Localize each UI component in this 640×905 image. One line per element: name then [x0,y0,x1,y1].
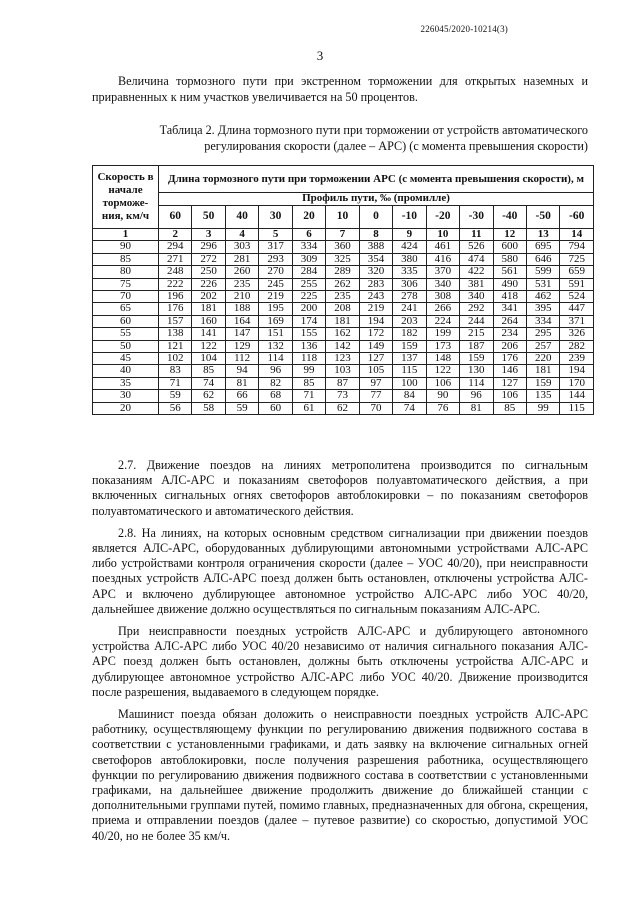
gradient-header-cell: -50 [526,206,559,229]
distance-cell: 371 [560,315,594,327]
distance-cell: 127 [493,377,526,389]
distance-cell: 225 [292,291,325,303]
speed-cell: 20 [93,402,159,414]
distance-cell: 199 [426,328,459,340]
distance-cell: 395 [526,303,559,315]
distance-cell: 418 [493,291,526,303]
distance-cell: 85 [493,402,526,414]
speed-cell: 60 [93,315,159,327]
distance-cell: 103 [326,365,359,377]
distance-cell: 148 [426,353,459,365]
distance-cell: 282 [560,340,594,352]
distance-cell: 317 [259,241,292,253]
distance-cell: 303 [225,241,258,253]
gradient-header-row [93,206,594,229]
table-row [93,315,594,327]
column-number-cell: 14 [560,229,594,241]
distance-cell: 308 [426,291,459,303]
distance-cell: 447 [560,303,594,315]
distance-cell: 580 [493,253,526,265]
distance-cell: 155 [292,328,325,340]
distance-cell: 121 [159,340,192,352]
distance-cell: 70 [359,402,392,414]
distance-cell: 380 [393,253,426,265]
distance-cell: 292 [460,303,493,315]
gradient-header-cell: -30 [460,206,493,229]
distance-cell: 388 [359,241,392,253]
distance-cell: 461 [426,241,459,253]
distance-cell: 200 [292,303,325,315]
distance-cell: 194 [560,365,594,377]
distance-cell: 112 [225,353,258,365]
distance-cell: 335 [393,266,426,278]
distance-cell: 260 [225,266,258,278]
distance-cell: 599 [526,266,559,278]
body-text [92,458,588,851]
distance-cell: 326 [560,328,594,340]
distance-cell: 142 [326,340,359,352]
distance-cell: 220 [526,353,559,365]
distance-cell: 114 [259,353,292,365]
column-number-cell: 13 [526,229,559,241]
distance-cell: 239 [560,353,594,365]
gradient-header-cell: -40 [493,206,526,229]
distance-cell: 115 [560,402,594,414]
distance-cell: 157 [159,315,192,327]
column-number-cell: 1 [93,229,159,241]
distance-cell: 141 [192,328,225,340]
distance-cell: 422 [460,266,493,278]
distance-cell: 172 [359,328,392,340]
distance-cell: 235 [326,291,359,303]
distance-cell: 283 [359,278,392,290]
distance-cell: 262 [326,278,359,290]
distance-cell: 87 [326,377,359,389]
table-row [93,390,594,402]
distance-cell: 58 [192,402,225,414]
speed-column-header: Скорость в начале торможе-ния, км/ч [93,166,159,229]
speed-cell: 30 [93,390,159,402]
distance-cell: 127 [359,353,392,365]
distance-cell: 354 [359,253,392,265]
distance-cell: 360 [326,241,359,253]
distance-cell: 176 [493,353,526,365]
distance-cell: 130 [460,365,493,377]
distance-cell: 334 [526,315,559,327]
distance-cell: 164 [225,315,258,327]
distance-cell: 370 [426,266,459,278]
column-number-cell: 11 [460,229,493,241]
distance-cell: 215 [460,328,493,340]
distance-cell: 114 [460,377,493,389]
distance-cell: 524 [560,291,594,303]
distance-cell: 659 [560,266,594,278]
speed-cell: 80 [93,266,159,278]
distance-cell: 794 [560,241,594,253]
distance-cell: 96 [460,390,493,402]
distance-cell: 76 [426,402,459,414]
distance-cell: 82 [259,377,292,389]
distance-cell: 56 [159,402,192,414]
distance-cell: 96 [259,365,292,377]
distance-cell: 194 [359,315,392,327]
distance-cell: 159 [460,353,493,365]
speed-cell: 70 [93,291,159,303]
distance-cell: 210 [225,291,258,303]
distance-cell: 341 [493,303,526,315]
distance-cell: 531 [526,278,559,290]
gradient-header-cell: 10 [326,206,359,229]
distance-cell: 84 [393,390,426,402]
distance-cell: 334 [292,241,325,253]
distance-cell: 132 [259,340,292,352]
speed-cell: 40 [93,365,159,377]
distance-cell: 241 [393,303,426,315]
distance-cell: 74 [393,402,426,414]
intro-paragraph: Величина тормозного пути при экстренном торможении для открытых наземных и приравненных к ним участков увеличивается на 50 процентов. [92,74,588,104]
distance-cell: 309 [292,253,325,265]
distance-cell: 271 [159,253,192,265]
speed-cell: 50 [93,340,159,352]
distance-cell: 289 [326,266,359,278]
distance-cell: 474 [460,253,493,265]
gradient-header-cell: 40 [225,206,258,229]
distance-cell: 294 [159,241,192,253]
distance-cell: 296 [192,241,225,253]
distance-cell: 255 [292,278,325,290]
table-row [93,402,594,414]
document-id: 226045/2020-10214(3) [420,24,508,34]
distance-cell: 206 [493,340,526,352]
distance-cell: 122 [426,365,459,377]
distance-cell: 381 [460,278,493,290]
distance-cell: 181 [326,315,359,327]
table-row [93,353,594,365]
distance-cell: 173 [426,340,459,352]
column-number-cell: 6 [292,229,325,241]
gradient-header-cell: 30 [259,206,292,229]
distance-cell: 59 [159,390,192,402]
distance-cell: 102 [159,353,192,365]
table-row [93,365,594,377]
distance-cell: 646 [526,253,559,265]
distance-cell: 181 [526,365,559,377]
page-number: 3 [316,48,324,63]
distance-cell: 135 [526,390,559,402]
distance-cell: 137 [393,353,426,365]
distance-cell: 129 [225,340,258,352]
table-row [93,253,594,265]
table-caption [92,123,588,154]
distance-cell: 695 [526,241,559,253]
gradient-header-cell: 60 [159,206,192,229]
table-caption-line-1: Таблица 2. Длина тормозного пути при торможении от устройств автоматического [159,123,588,137]
distance-cell: 74 [192,377,225,389]
distance-cell: 257 [526,340,559,352]
distance-cell: 138 [159,328,192,340]
distance-cell: 162 [326,328,359,340]
braking-distance-header: Длина тормозного пути при торможении АРС (с момента превышения скорости), м [159,166,594,193]
distance-cell: 182 [393,328,426,340]
distance-cell: 600 [493,241,526,253]
track-profile-header: Профиль пути, ‰ (промилле) [159,193,594,206]
gradient-header-cell: 20 [292,206,325,229]
distance-cell: 266 [426,303,459,315]
distance-cell: 159 [526,377,559,389]
distance-cell: 270 [259,266,292,278]
distance-cell: 59 [225,402,258,414]
distance-cell: 243 [359,291,392,303]
distance-cell: 97 [359,377,392,389]
column-number-cell: 4 [225,229,258,241]
distance-cell: 106 [493,390,526,402]
distance-cell: 83 [159,365,192,377]
distance-cell: 340 [426,278,459,290]
distance-cell: 222 [159,278,192,290]
column-number-row [93,229,594,241]
distance-cell: 340 [460,291,493,303]
distance-cell: 278 [393,291,426,303]
braking-distance-table [92,165,594,415]
gradient-header-cell: 0 [359,206,392,229]
distance-cell: 202 [192,291,225,303]
body-paragraph: 2.7. Движение поездов на линиях метрополитена производится по сигнальным показаниям АЛС-АРС и показаниям светофоров полуавтоматического действия, а при включенных сигнальных огнях светофоров автоблокировки – по показаниям светофоров полуавтоматического и автоматического действия. [92,458,588,518]
distance-cell: 60 [259,402,292,414]
distance-cell: 81 [460,402,493,414]
distance-cell: 85 [192,365,225,377]
distance-cell: 219 [359,303,392,315]
profile-header-row [93,193,594,206]
distance-cell: 462 [526,291,559,303]
column-number-cell: 9 [393,229,426,241]
distance-cell: 99 [292,365,325,377]
distance-cell: 77 [359,390,392,402]
distance-cell: 226 [192,278,225,290]
column-number-cell: 3 [192,229,225,241]
distance-cell: 62 [192,390,225,402]
distance-cell: 293 [259,253,292,265]
gradient-header-cell: -20 [426,206,459,229]
distance-cell: 264 [493,315,526,327]
distance-cell: 176 [159,303,192,315]
distance-cell: 320 [359,266,392,278]
column-number-cell: 12 [493,229,526,241]
distance-cell: 99 [526,402,559,414]
distance-cell: 147 [225,328,258,340]
distance-cell: 174 [292,315,325,327]
speed-cell: 85 [93,253,159,265]
distance-cell: 71 [292,390,325,402]
distance-cell: 90 [426,390,459,402]
distance-cell: 85 [292,377,325,389]
distance-cell: 105 [359,365,392,377]
distance-cell: 151 [259,328,292,340]
distance-cell: 136 [292,340,325,352]
distance-cell: 81 [225,377,258,389]
table-row [93,291,594,303]
gradient-header-cell: -60 [560,206,594,229]
speed-cell: 90 [93,241,159,253]
distance-cell: 160 [192,315,225,327]
distance-cell: 187 [460,340,493,352]
distance-cell: 248 [159,266,192,278]
distance-cell: 94 [225,365,258,377]
distance-cell: 234 [493,328,526,340]
table-header-row [93,166,594,193]
distance-cell: 235 [225,278,258,290]
table-row [93,377,594,389]
distance-cell: 144 [560,390,594,402]
distance-cell: 416 [426,253,459,265]
distance-cell: 203 [393,315,426,327]
distance-cell: 306 [393,278,426,290]
column-number-cell: 10 [426,229,459,241]
speed-cell: 55 [93,328,159,340]
column-number-cell: 5 [259,229,292,241]
distance-cell: 68 [259,390,292,402]
distance-cell: 725 [560,253,594,265]
distance-cell: 62 [326,402,359,414]
distance-cell: 169 [259,315,292,327]
distance-cell: 122 [192,340,225,352]
distance-cell: 245 [259,278,292,290]
distance-cell: 104 [192,353,225,365]
distance-cell: 100 [393,377,426,389]
distance-cell: 71 [159,377,192,389]
distance-cell: 118 [292,353,325,365]
distance-cell: 188 [225,303,258,315]
speed-cell: 65 [93,303,159,315]
distance-cell: 591 [560,278,594,290]
distance-cell: 115 [393,365,426,377]
table-row [93,266,594,278]
distance-cell: 526 [460,241,493,253]
distance-cell: 195 [259,303,292,315]
distance-cell: 66 [225,390,258,402]
distance-cell: 250 [192,266,225,278]
gradient-header-cell: -10 [393,206,426,229]
distance-cell: 224 [426,315,459,327]
column-number-cell: 2 [159,229,192,241]
distance-cell: 272 [192,253,225,265]
distance-cell: 208 [326,303,359,315]
distance-cell: 106 [426,377,459,389]
distance-cell: 159 [393,340,426,352]
speed-cell: 35 [93,377,159,389]
gradient-header-cell: 50 [192,206,225,229]
body-paragraph: Машинист поезда обязан доложить о неисправности поездных устройств АЛС-АРС работнику, осуществляющему функции по регулированию движения подвижного состава в соответствии с установленными графиками, и дать заявку на включение сигнальных огней светофоров автоблокировки, после получения разрешения работника, осуществляющего функции по регулированию движения подвижного состава в соответствии с установленными графиками, на дальнейшее движение продолжить движение до ближайшей станции с дополнительными группами путей, помимо главных, предназначенных для обгона, скрещения, приема и отправлении поездов (далее – путевое развитие) со скоростью, допустимой УОС 40/20, но не более 35 км/ч. [92,707,588,843]
distance-cell: 325 [326,253,359,265]
distance-cell: 295 [526,328,559,340]
distance-cell: 244 [460,315,493,327]
speed-cell: 75 [93,278,159,290]
distance-cell: 490 [493,278,526,290]
column-number-cell: 7 [326,229,359,241]
distance-cell: 219 [259,291,292,303]
table-row [93,328,594,340]
table-row [93,278,594,290]
distance-cell: 284 [292,266,325,278]
body-paragraph: При неисправности поездных устройств АЛС-АРС и дублирующего автономного устройства АЛС-АРС либо УОС 40/20 независимо от наличия сигнального показания АЛС-АРС поезд должен быть остановлен, должны быть отключены устройства АЛС-АРС и дублирующее автономное устройство АЛС-АРС либо УОС 40/20. Движение производится после разрешения, выдаваемого в следующем порядке. [92,624,588,699]
distance-cell: 123 [326,353,359,365]
distance-cell: 149 [359,340,392,352]
table-row [93,340,594,352]
table-caption-line-2: регулирования скорости (далее – АРС) (с момента превышения скорости) [204,138,588,153]
table-row [93,303,594,315]
distance-cell: 181 [192,303,225,315]
distance-cell: 561 [493,266,526,278]
distance-cell: 61 [292,402,325,414]
distance-cell: 170 [560,377,594,389]
table-row [93,241,594,253]
distance-cell: 424 [393,241,426,253]
speed-cell: 45 [93,353,159,365]
body-paragraph: 2.8. На линиях, на которых основным средством сигнализации при движении поездов является АЛС-АРС, оборудованных дублирующими автономными устройствами АЛС-АРС либо устройствами контроля ограничения скорости (далее – УОС 40/20), при неисправности поездных устройств АЛС-АРС поезд должен быть остановлен, отключены устройства АЛС-АРС и включено дублирующее автономное устройство АЛС-АРС либо УОС 40/20, дальнейшее движение должно осуществляться по сигнальным показаниям АЛС-АРС. [92,525,588,616]
distance-cell: 281 [225,253,258,265]
distance-cell: 196 [159,291,192,303]
distance-cell: 146 [493,365,526,377]
column-number-cell: 8 [359,229,392,241]
distance-cell: 73 [326,390,359,402]
